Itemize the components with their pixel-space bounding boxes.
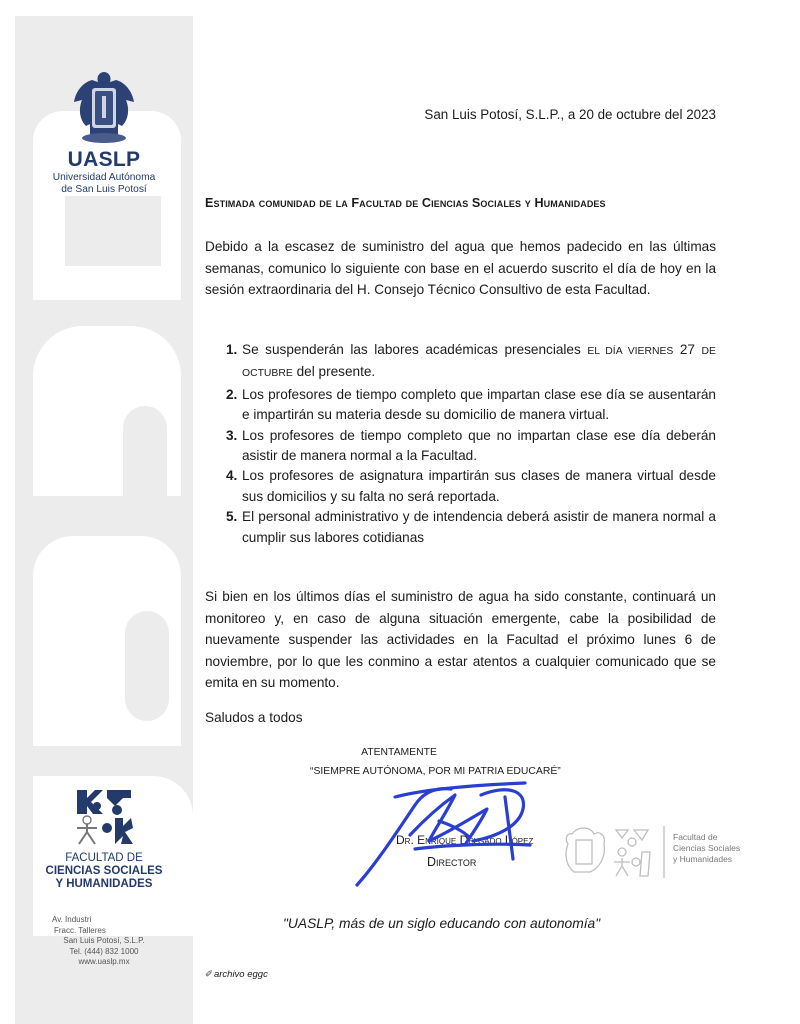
list-item-emphasis: EL DÍA VIERNES [587,346,674,357]
handwritten-signature [355,775,550,890]
stamp-text-line: Ciencias Sociales [673,843,741,853]
list-item [222,466,716,507]
address-line: Fracc. Talleres [54,925,106,935]
university-name-line1: Universidad Autónoma [52,172,156,183]
university-motto: “SIEMPRE AUTÓNOMA, POR MI PATRIA EDUCARÉ” [310,766,561,777]
faculty-name-line3: Y HUMANIDADES [55,878,153,890]
list-item-number: 4. [226,468,238,484]
list-item-emphasis: DE OCTUBRE [242,346,716,380]
university-logo [28,70,180,196]
watermark-letter-l [33,266,181,300]
farewell: Saludos a todos [205,710,303,725]
list-item-number: 2. [226,386,238,402]
list-item [222,340,716,385]
address-block [30,915,178,968]
list-item-text: El personal administrativo y de intendencia deberá asistir de manera normal a cumplir sus labores cotidianas [242,509,716,545]
stamp-text-line: Facultad de [673,832,718,842]
agreement-list [222,340,716,548]
pen-icon: ✐ [205,969,213,980]
address-line: San Luis Potosí, S.L.P. [63,936,145,945]
list-item-text: 27 [673,342,702,357]
university-crest-icon [72,70,136,146]
salutation: Estimada comunidad de la Facultad de Ciencias Sociales y Humanidades [205,196,606,210]
institutional-tagline: "UASLP, más de un siglo educando con autonomía" [283,916,601,931]
signer-role: Director [427,855,477,869]
sign-off-block [0,747,800,758]
list-item-number: 3. [226,427,238,443]
watermark-letter-a-counter [125,611,169,721]
stamp-text-line: y Humanidades [673,854,733,864]
watermark-letter-s-counter [123,406,167,526]
archive-note-text: archivo eggc [213,969,268,980]
signer-name: Dr. Enrique Delgado López [396,833,534,847]
list-item-text: del presente. [292,364,376,380]
date-line: San Luis Potosí, S.L.P., a 20 de octubre del 2023 [424,107,716,122]
faculty-emblem-icon [73,788,135,846]
list-item-number: 5. [226,509,238,525]
list-item-text: Los profesores de asignatura impartirán sus clases de manera virtual desde sus domicilios y su falta no será reportada. [242,468,716,504]
sign-off: ATENTAMENTE [361,747,437,758]
faculty-name-line1: FACULTAD DE [65,852,143,864]
stamp-text [673,832,740,865]
list-item-text: Los profesores de tiempo completo que impartan clase ese día se ausentarán e impartirán su materia desde su domicilio de manera virtual. [242,386,716,423]
address-line: Av. Industri [52,915,92,924]
university-name-line2: de San Luis Potosí [61,184,147,195]
university-abbreviation: UASLP [67,148,141,171]
list-item-number: 1. [226,342,238,357]
intro-paragraph: Debido a la escasez de suministro del agua que hemos padecido en las últimas semanas, comunico lo siguiente con base en el acuerdo suscrito el día de hoy en la sesión extraordinaria del H. Consejo Técnico Consultivo de esta Facultad. [205,239,716,298]
archive-note [205,969,268,980]
list-item [222,507,716,548]
list-item [222,385,716,426]
faculty-logo [30,788,178,891]
closing-paragraph: Si bien en los últimos días el suministro de agua ha sido constante, continuará un monitoreo y, en caso de alguna situación emergente, cabe la posibilidad de nuevamente suspender las actividades en la Facultad el próximo lunes 6 de noviembre, por lo que les conmino a estar atentos a cualquier comunicado que se emita en su momento. [205,589,716,691]
list-item-text: Los profesores de tiempo completo que no impartan clase ese día deberán asistir de manera normal a la Facultad. [242,427,716,464]
address-line: www.uaslp.mx [78,957,130,966]
list-item [222,426,716,467]
list-item-text: Se suspenderán las labores académicas presenciales [242,342,588,357]
address-line: Tel. (444) 832 1000 [69,946,139,956]
faculty-name-line2: CIENCIAS SOCIALES [45,865,163,877]
